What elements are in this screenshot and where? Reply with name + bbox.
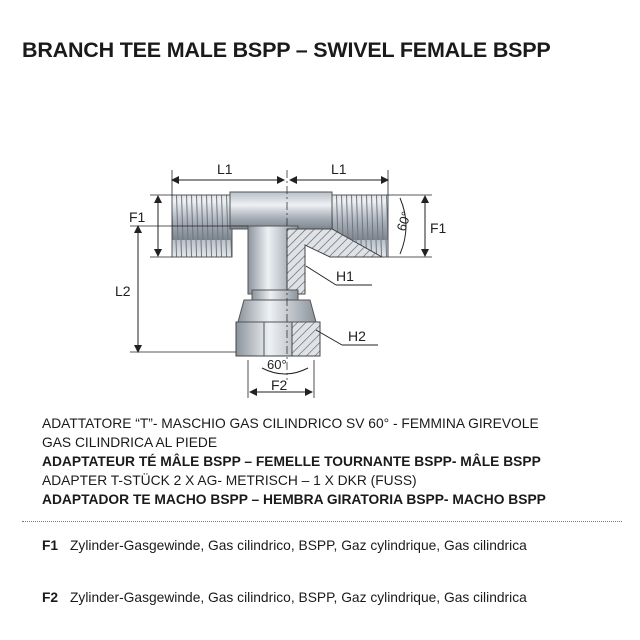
label-angle-top: 60° xyxy=(393,209,414,233)
label-l1-left: L1 xyxy=(217,161,233,177)
spec-code: F2 xyxy=(42,590,59,605)
spec-text: Zylinder-Gasgewinde, Gas cilindrico, BSPP, Gaz cylindrique, Gas cilindrica xyxy=(70,590,527,605)
spec-text: Zylinder-Gasgewinde, Gas cilindrico, BSPP, Gaz cylindrique, Gas cilindrica xyxy=(70,538,527,553)
description-line: ADAPTADOR TE MACHO BSPP – HEMBRA GIRATORIA BSPP- MACHO BSPP xyxy=(42,492,546,507)
fitting-technical-drawing xyxy=(0,140,640,400)
description-block xyxy=(42,414,622,509)
page-title: BRANCH TEE MALE BSPP – SWIVEL FEMALE BSPP xyxy=(22,38,551,62)
label-h1: H1 xyxy=(336,268,354,284)
label-angle-bottom: 60° xyxy=(267,357,287,372)
label-f1-left: F1 xyxy=(129,209,146,225)
description-line: ADATTATORE “T”- MASCHIO GAS CILINDRICO SV 60° - FEMMINA GIREVOLE xyxy=(42,416,539,431)
description-line: GAS CILINDRICA AL PIEDE xyxy=(42,435,218,450)
description-line: ADAPTER T-STÜCK 2 X AG- METRISCH – 1 X DKR (FUSS) xyxy=(42,473,417,488)
description-line: ADAPTATEUR TÉ MÂLE BSPP – FEMELLE TOURNANTE BSPP- MÂLE BSPP xyxy=(42,454,541,469)
spec-code: F1 xyxy=(42,538,59,553)
label-l2: L2 xyxy=(115,283,131,299)
label-f2: F2 xyxy=(271,377,288,393)
fitting-body xyxy=(172,170,388,380)
label-h2: H2 xyxy=(348,328,366,344)
dotted-divider xyxy=(22,521,622,522)
label-l1-right: L1 xyxy=(331,161,347,177)
label-f1-right: F1 xyxy=(430,220,447,236)
